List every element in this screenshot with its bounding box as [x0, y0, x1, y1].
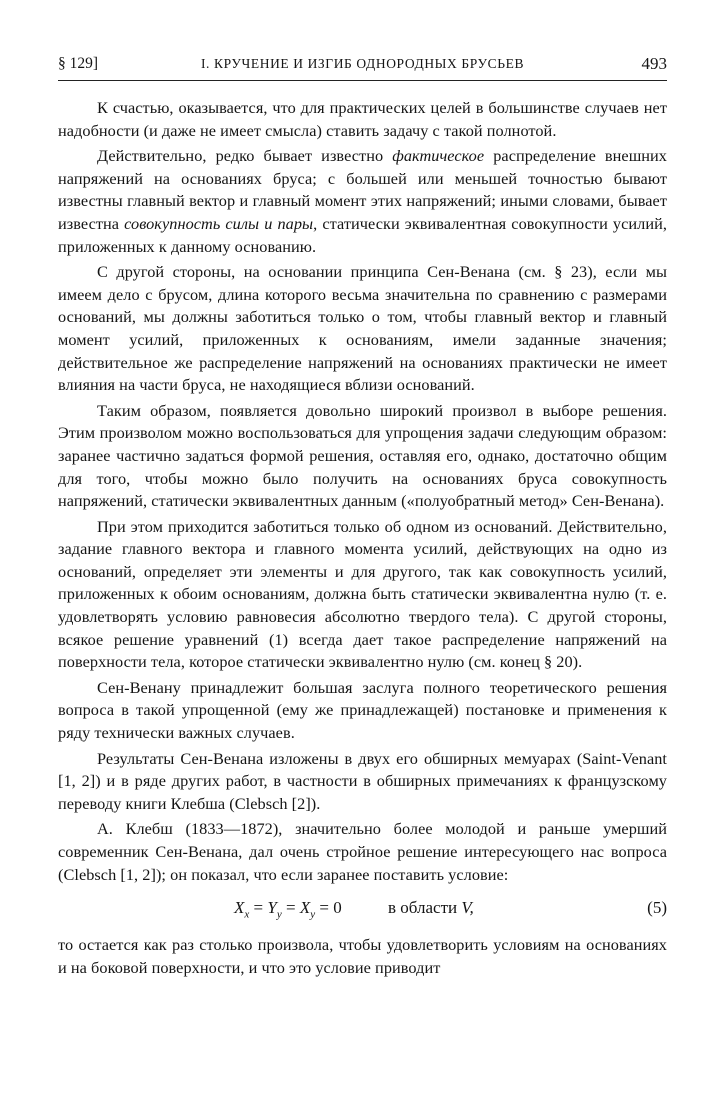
eq-sub-y: y [310, 908, 316, 921]
eq-sub-y: y [276, 908, 282, 921]
eq-symbol-x: X [234, 898, 245, 918]
condition-text: в области [388, 898, 458, 918]
eq-symbol-x: X [299, 898, 311, 918]
header-rule [58, 80, 667, 81]
equation-number: (5) [647, 898, 667, 918]
eq-equals: = [281, 898, 300, 918]
paragraph-8: А. Клебш (1833—1872), значительно более молодой и раньше умерший современник Сен-Венана, дал очень стройное решение интересующего нас вопроса (Clebsch [1, 2]); он показал, что если заранее поставить условие: [58, 819, 667, 884]
section-reference: § 129] [58, 55, 99, 72]
paragraph-6: Сен-Венану принадлежит большая заслуга полного теоретического решения вопроса в такой упрощенной (ему же принадлежащей) постановке и применения к ряду технически важных случаев. [58, 677, 667, 743]
paragraph-2-text-b: распределение внешних напряжений на основаниях бруса; с большей или меньшей точностью бывают известны главный вектор и главный момент этих напряжений; иными словами, бывает известна [58, 146, 668, 233]
equation-5 [58, 894, 667, 928]
eq-equals-zero: = 0 [315, 898, 342, 918]
paragraph-3: С другой стороны, на основании принципа Сен-Венана (см. § 23), если мы имеем дело с брусом, длина которого весьма значительна по сравнению с размерами оснований, мы должны заботиться только о том, чтобы главный вектор и главный момент усилий, приложенных к основаниям, имели заданные значения; действительное же распределение напряжений на основаниях практически не имеет влияния на части бруса, не находящиеся вблизи оснований. [58, 262, 667, 395]
book-page [58, 0, 667, 1100]
paragraph-4: Таким образом, появляется довольно широкий произвол в выборе решения. Этим произволом можно воспользоваться для упрощения задачи следующим образом: заранее частично задаться формой решения, оставляя его, однако, достаточно общим для того, чтобы можно было получить на основаниях бруса совокупность напряжений, статически эквивалентных данным («полуобратный метод» Сен-Венана). [58, 400, 667, 511]
emphasis-actual: фактическое [392, 146, 485, 166]
running-title: I. КРУЧЕНИЕ И ИЗГИБ ОДНОРОДНЫХ БРУСЬЕВ [200, 56, 525, 71]
equation-condition [388, 898, 474, 918]
body-text [58, 97, 667, 979]
paragraph-7: Результаты Сен-Венана изложены в двух его обширных мемуарах (Saint-Venant [1, 2]) и в ряде других работ, в частности в обширных примечаниях к французскому переводу книги Клебша (Clebsch [2]). [58, 748, 667, 813]
eq-symbol-y: Y [267, 898, 277, 918]
eq-equals: = [249, 898, 268, 918]
page-header [58, 55, 667, 77]
paragraph-2-text-c: , статически эквивалентная совокупности усилий, приложенных к данному основанию. [58, 213, 667, 256]
paragraph-2 [58, 145, 667, 258]
eq-sub-x: x [244, 908, 250, 921]
emphasis-force-couple: совокупность силы и пары [124, 213, 314, 233]
page-number: 493 [641, 54, 667, 73]
equation-expression [234, 898, 342, 920]
paragraph-1: К счастью, оказывается, что для практических целей в большинстве случаев нет надобности (и даже не имеет смысла) ставить задачу с такой полнотой. [58, 98, 667, 140]
paragraph-2-text-a: Действительно, редко бывает известно [97, 146, 393, 166]
paragraph-final: то остается как раз столько произвола, чтобы удовлетворить условиям на основаниях и на боковой поверхности, и что это условие приводит [58, 935, 667, 977]
region-symbol: V, [461, 898, 474, 918]
paragraph-5: При этом приходится заботиться только об одном из оснований. Действительно, задание главного вектора и главного момента усилий, действующих на одно из оснований, определяет эти элементы и для другого, так как совокупность усилий, приложенных к обоим основаниям, должна быть статически эквивалентна нулю (т. е. удовлетворять условию равновесия абсолютно твердого тела). С другой стороны, всякое решение уравнений (1) всегда дает такое распределение напряжений на поверхности тела, которое статически эквивалентно нулю (см. конец § 20). [58, 516, 667, 672]
